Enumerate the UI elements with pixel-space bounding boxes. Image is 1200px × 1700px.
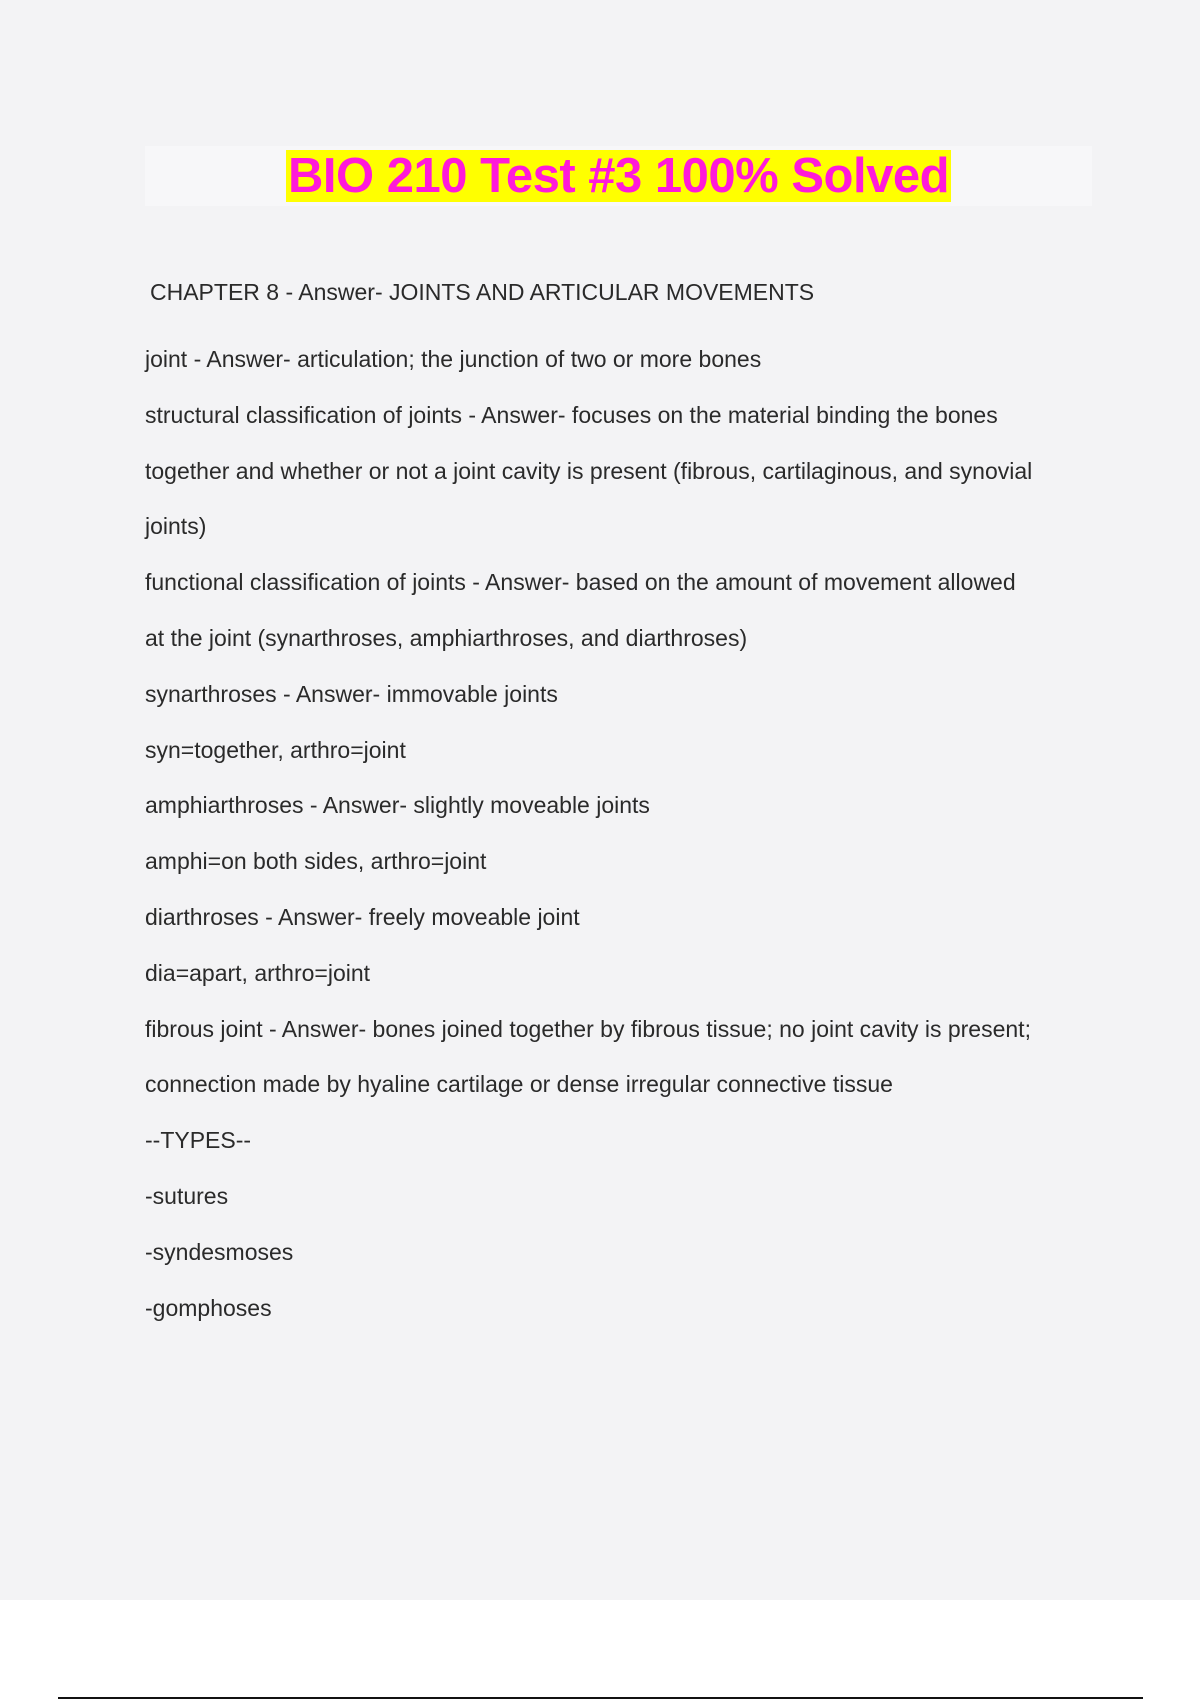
footer-divider — [58, 1697, 1143, 1699]
text-line: functional classification of joints - Answer- based on the amount of movement allowed — [145, 569, 1016, 596]
text-line: joint - Answer- articulation; the junction of two or more bones — [145, 346, 762, 372]
text-line: structural classification of joints - Answer- focuses on the material binding the bones — [145, 401, 998, 428]
chapter-heading: CHAPTER 8 - Answer- JOINTS AND ARTICULAR MOVEMENTS — [150, 279, 815, 305]
text-line: -syndesmoses — [145, 1238, 294, 1265]
text-line: dia=apart, arthro=joint — [145, 959, 371, 986]
text-line: amphi=on both sides, arthro=joint — [145, 848, 487, 875]
text-line: together and whether or not a joint cavity is present (fibrous, cartilaginous, and synovial — [145, 457, 1033, 484]
text-line: syn=together, arthro=joint — [145, 736, 406, 763]
text-line: amphiarthroses - Answer- slightly moveable joints — [145, 792, 650, 819]
text-line: -gomphoses — [145, 1294, 272, 1321]
document-title: BIO 210 Test #3 100% Solved — [287, 149, 950, 203]
text-line: fibrous joint - Answer- bones joined together by fibrous tissue; no joint cavity is present; — [145, 1015, 1031, 1042]
text-line: -sutures — [145, 1182, 229, 1209]
text-line: at the joint (synarthroses, amphiarthroses, and diarthroses) — [145, 624, 748, 651]
text-line: synarthroses - Answer- immovable joints — [145, 680, 558, 707]
text-line: joints) — [145, 513, 207, 540]
answer-lines — [145, 344, 1095, 1348]
text-line: diarthroses - Answer- freely moveable joint — [145, 903, 580, 930]
title-band — [145, 146, 1092, 206]
text-line: connection made by hyaline cartilage or dense irregular connective tissue — [145, 1071, 893, 1098]
text-line: --TYPES-- — [145, 1127, 252, 1154]
